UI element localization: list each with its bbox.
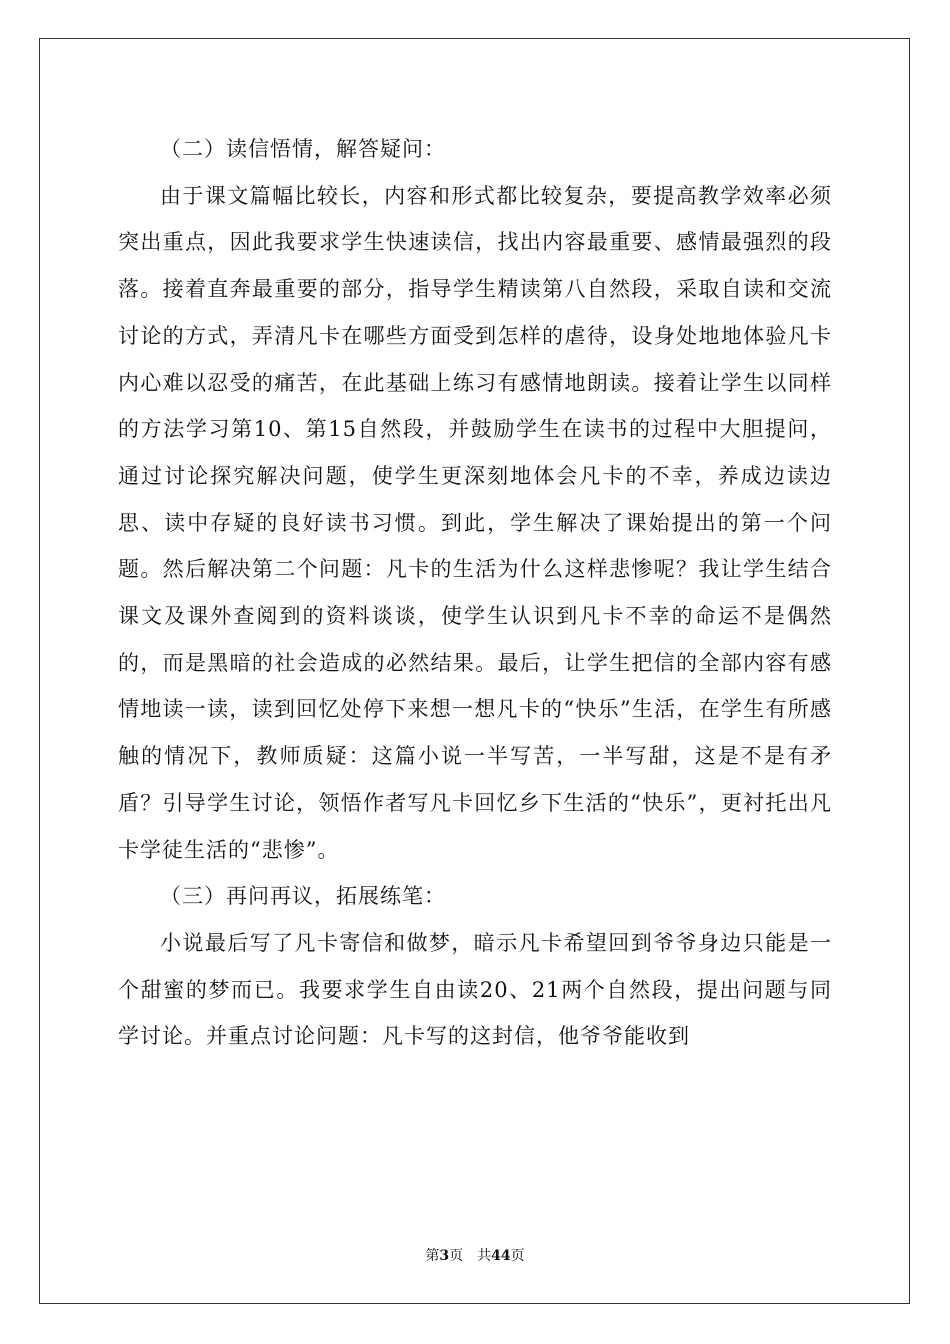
page-prefix: 第 [425, 1248, 440, 1264]
page-number: 3 [439, 1248, 450, 1264]
page-footer [0, 1245, 950, 1265]
total-pages: 44 [491, 1248, 511, 1264]
page-suffix: 页 [449, 1248, 464, 1264]
body-paragraph: 小说最后写了凡卡寄信和做梦，暗示凡卡希望回到爷爷身边只能是一个甜蜜的梦而已。我要求学生自由读20、21两个自然段，提出问题与同学讨论。并重点讨论问题：凡卡写的这封信，他爷爷能收到 [118, 930, 832, 1049]
total-suffix: 页 [510, 1248, 525, 1264]
total-prefix: 共 [477, 1248, 492, 1264]
section-heading-3: （三）再问再议，拓展练笔： [160, 884, 446, 909]
body-paragraph: 由于课文篇幅比较长，内容和形式都比较复杂，要提高教学效率必须突出重点，因此我要求学生快速读信，找出内容最重要、感情最强烈的段落。接着直奔最重要的部分，指导学生精读第八自然段，采取自读和交流讨论的方式，弄清凡卡在哪些方面受到怎样的虐待，设身处地地体验凡卡内心难以忍受的痛苦，在此基础上练习有感情地朗读。接着让学生以同样的方法学习第10、第15自然段，并鼓励学生在读书的过程中大胆提问，通过讨论探究解决问题，使学生更深刻地体会凡卡的不幸，养成边读边思、读中存疑的良好读书习惯。到此，学生解决了课始提出的第一个问题。然后解决第二个问题：凡卡的生活为什么这样悲惨呢？我让学生结合课文及课外查阅到的资料谈谈，使学生认识到凡卡不幸的命运不是偶然的，而是黑暗的社会造成的必然结果。最后，让学生把信的全部内容有感情地读一读，读到回忆处停下来想一想凡卡的“快乐”生活，在学生有所感触的情况下，教师质疑：这篇小说一半写苦，一半写甜，这是不是有矛盾？引导学生讨论，领悟作者写凡卡回忆乡下生活的“快乐”，更衬托出凡卡学徒生活的“悲惨”。 [118, 183, 832, 862]
document-body [118, 126, 832, 1060]
section-heading-2: （二）读信悟情，解答疑问： [160, 137, 446, 161]
